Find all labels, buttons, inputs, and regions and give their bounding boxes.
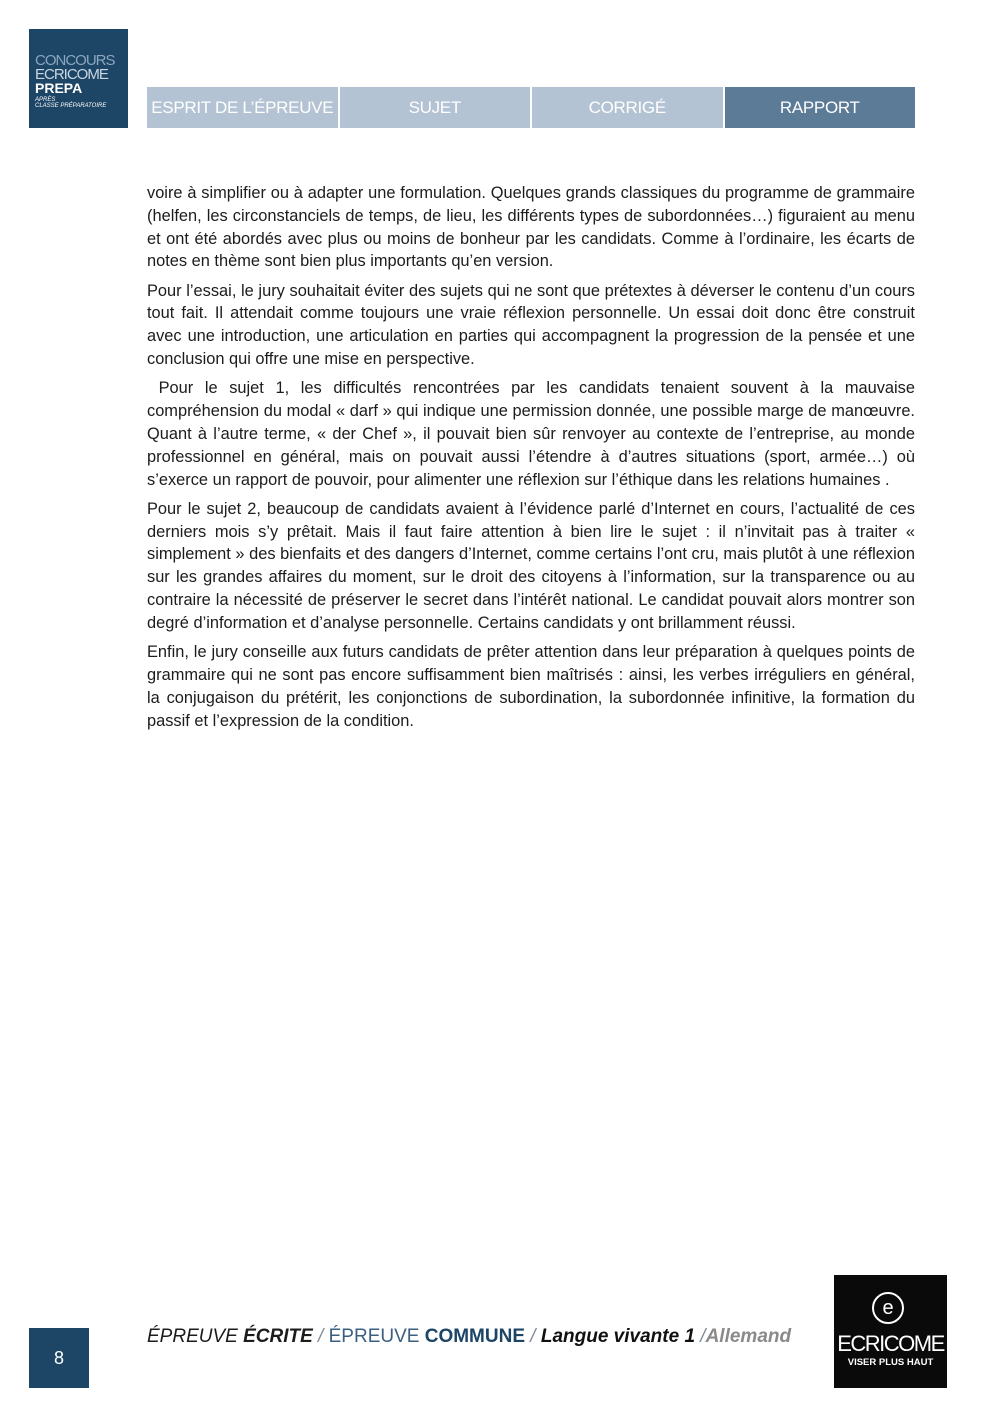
logo-text-classe: CLASSE PRÉPARATOIRE	[35, 103, 107, 109]
breadcrumb-separator: /	[695, 1326, 706, 1347]
breadcrumb-langue-vivante: Langue vivante 1	[540, 1326, 696, 1347]
paragraph: Pour l’essai, le jury souhaitait éviter des sujets qui ne sont que prétextes à déverser le contenu d’un cours tout fait. Il attendait comme toujours une vraie réflexion personnelle. Un essai doit donc être construit avec une introduction, une articulation en parties qui accompagnent la progression de la pensée et une conclusion qui offre une mise en perspective.	[147, 281, 915, 369]
paragraph: voire à simplifier ou à adapter une formulation. Quelques grands classiques du programme de grammaire (helfen, les circonstanciels de temps, de lieu, les différents types de subordonnées…) figuraient au menu et ont été abordés avec plus ou moins de bonheur par les candidats. Comme à l’ordinaire, les écarts de notes en thème sont bien plus importants qu’en version.	[147, 184, 915, 271]
footer-breadcrumb	[147, 1326, 791, 1348]
ecricome-brand-logo	[834, 1275, 947, 1388]
breadcrumb-ecrite: ÉCRITE	[243, 1326, 313, 1347]
concours-logo	[29, 29, 128, 128]
breadcrumb-epreuve-label-2: ÉPREUVE	[328, 1326, 425, 1347]
page-number-text: 8	[53, 1347, 64, 1368]
paragraph: Enfin, le jury conseille aux futurs candidats de prêter attention dans leur préparation à quelques points de grammaire qui ne sont pas encore suffisamment bien maîtrisés : ainsi, les verbes irréguliers en général, la conjugaison du prétérit, les conjonctions de subordination, la subordonnée infinitive, la formation du passif et l’expression de la condition.	[147, 643, 915, 730]
logo-text-ecricome: ECRICOME	[35, 66, 108, 83]
logo-text-concours: CONCOURS	[35, 52, 115, 69]
paragraph: Pour le sujet 2, beaucoup de candidats avaient à l’évidence parlé d’Internet en cours, l’actualité de ces derniers mois s’y prêtait. Mais il faut faire attention à bien lire le sujet : il n’invitait pas à traiter « simplement » des bienfaits et des dangers d’Internet, comme certains l’ont cru, mais plutôt à une réflexion sur les grandes affaires du moment, sur le droit des citoyens à l’information, sur la transparence ou au contraire la nécessité de préserver le secret dans l’intérêt national. Le candidat pouvait alors montrer son degré d’information et d’analyse personnelle. Certains candidats y ont brillamment réussi.	[147, 499, 915, 632]
section-tabs	[147, 87, 915, 128]
report-body	[147, 182, 920, 739]
logo-text-prepa: PREPA	[35, 80, 83, 96]
paragraph: Pour le sujet 1, les difficultés rencontrées par les candidats tenaient souvent à la mauvaise compréhension du modal « darf » qui indique une permission donnée, une possible marge de manœuvre. Quant à l’autre terme, « der Chef », il pouvait bien sûr renvoyer au contexte de l’entreprise, au monde professionnel en général, mais on pouvait aussi l’étendre à d’autres situations (sport, armée…) où s’exerce un rapport de pouvoir, pour alimenter une réflexion sur l’éthique dans les relations humaines .	[147, 379, 920, 489]
brand-name: ECRICOME	[837, 1331, 944, 1356]
brand-symbol: e	[882, 1297, 894, 1319]
tab-rapport[interactable]: RAPPORT	[725, 87, 916, 128]
tab-esprit-epreuve[interactable]: ESPRIT DE L’ÉPREUVE	[147, 87, 338, 128]
breadcrumb-separator: /	[312, 1326, 329, 1347]
page-number	[29, 1328, 89, 1388]
tab-sujet[interactable]: SUJET	[340, 87, 531, 128]
breadcrumb-commune: COMMUNE	[424, 1326, 525, 1347]
brand-tagline: VISER PLUS HAUT	[847, 1357, 934, 1368]
breadcrumb-allemand: Allemand	[705, 1326, 792, 1347]
tab-corrige[interactable]: CORRIGÉ	[532, 87, 723, 128]
breadcrumb-separator: /	[525, 1326, 541, 1347]
logo-text-apres: APRÈS	[35, 97, 56, 103]
breadcrumb-epreuve-label: ÉPREUVE	[147, 1326, 244, 1347]
ecricome-e-icon	[872, 1292, 904, 1324]
